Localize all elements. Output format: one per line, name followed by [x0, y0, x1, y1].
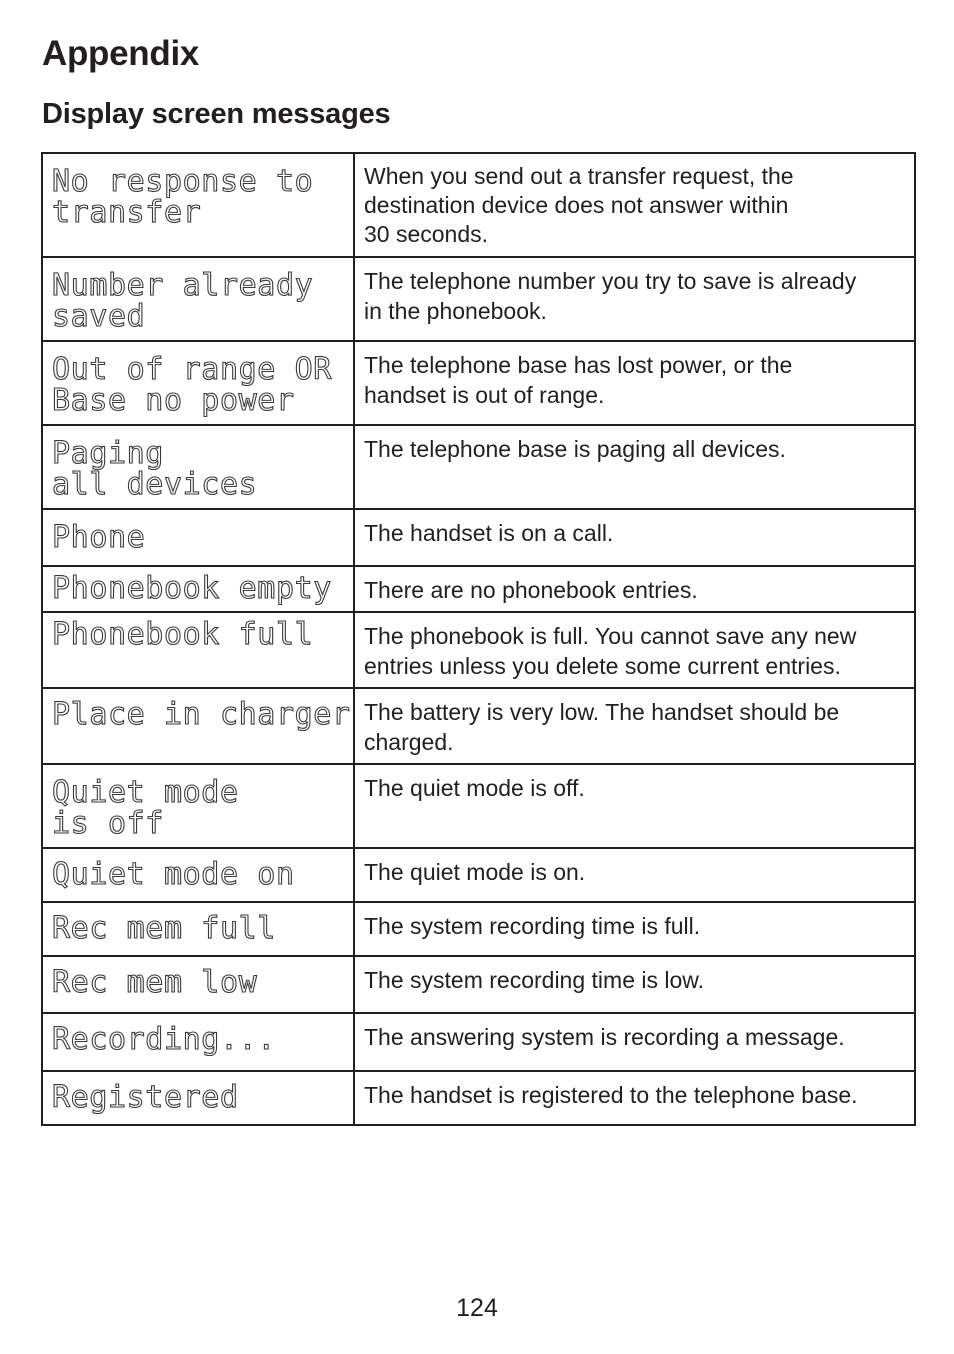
- description-line: The battery is very low. The handset should be: [364, 699, 840, 725]
- description-cell: [354, 848, 915, 902]
- description-cell: [354, 341, 915, 425]
- lcd-message: [52, 913, 347, 944]
- lcd-line: Rec mem full: [52, 911, 276, 946]
- message-cell: [42, 956, 354, 1013]
- lcd-line: Quiet mode: [52, 775, 239, 810]
- description-cell: [354, 688, 915, 764]
- description-cell: [354, 257, 915, 341]
- lcd-line: Out of range OR: [52, 352, 332, 387]
- description-line: The telephone number you try to save is already: [364, 268, 857, 294]
- description-cell: [354, 425, 915, 509]
- description-cell: [354, 1071, 915, 1125]
- lcd-message: [52, 619, 347, 650]
- table-row: [42, 612, 915, 688]
- lcd-line: Phonebook full: [52, 617, 314, 652]
- lcd-line: No response to: [52, 164, 314, 199]
- description-line: entries unless you delete some current entries.: [364, 653, 841, 679]
- message-cell: [42, 612, 354, 688]
- table-row: [42, 764, 915, 848]
- table-row: [42, 902, 915, 956]
- lcd-line: Place in charger: [52, 697, 351, 732]
- lcd-message: [52, 1024, 347, 1055]
- page-number: 124: [456, 1294, 498, 1322]
- lcd-line: transfer: [52, 195, 202, 230]
- description-line: in the phonebook.: [364, 298, 547, 324]
- lcd-line: Phone: [52, 520, 146, 555]
- table-row: [42, 566, 915, 612]
- page-header: Appendix: [42, 34, 200, 73]
- description-line: The handset is registered to the telephone base.: [364, 1082, 858, 1108]
- description-line: When you send out a transfer request, the: [364, 163, 794, 189]
- lcd-message: [52, 438, 347, 500]
- description-line: The phonebook is full. You cannot save any new: [364, 623, 857, 649]
- lcd-message: [52, 573, 347, 604]
- description-line: charged.: [364, 729, 454, 755]
- table-row: [42, 1071, 915, 1125]
- description-line: The handset is on a call.: [364, 520, 614, 546]
- description-line: handset is out of range.: [364, 382, 605, 408]
- description-cell: [354, 1013, 915, 1071]
- description-line: The system recording time is full.: [364, 913, 701, 939]
- table-row: [42, 153, 915, 257]
- message-cell: [42, 341, 354, 425]
- description-line: There are no phonebook entries.: [364, 577, 698, 603]
- messages-table: [41, 152, 916, 1126]
- lcd-message: [52, 522, 347, 553]
- message-cell: [42, 257, 354, 341]
- table-row: [42, 341, 915, 425]
- description-line: The system recording time is low.: [364, 967, 705, 993]
- description-line: The telephone base has lost power, or the: [364, 352, 793, 378]
- message-cell: [42, 566, 354, 612]
- lcd-line: is off: [52, 806, 164, 841]
- lcd-line: Number already: [52, 268, 314, 303]
- description-cell: [354, 566, 915, 612]
- lcd-line: Paging: [52, 436, 164, 471]
- lcd-line: Base no power: [52, 383, 295, 418]
- description-cell: [354, 509, 915, 566]
- message-cell: [42, 1013, 354, 1071]
- lcd-message: [52, 697, 351, 732]
- lcd-line: Quiet mode on: [52, 857, 295, 892]
- message-cell: [42, 764, 354, 848]
- table-row: [42, 257, 915, 341]
- description-cell: [354, 764, 915, 848]
- section-title: Display screen messages: [42, 98, 391, 130]
- table-row: [42, 956, 915, 1013]
- message-cell: [42, 509, 354, 566]
- lcd-message: [52, 1082, 347, 1113]
- message-cell: [42, 425, 354, 509]
- description-cell: [354, 956, 915, 1013]
- table-row: [42, 1013, 915, 1071]
- description-line: destination device does not answer within: [364, 192, 789, 218]
- message-cell: [42, 848, 354, 902]
- lcd-line: Phonebook empty: [52, 571, 332, 606]
- description-line: The answering system is recording a message.: [364, 1024, 845, 1050]
- lcd-line: Registered: [52, 1080, 239, 1115]
- lcd-line: Rec mem low: [52, 965, 258, 1000]
- lcd-message: [52, 354, 347, 416]
- description-line: 30 seconds.: [364, 221, 489, 247]
- lcd-line: saved: [52, 299, 146, 334]
- description-cell: [354, 153, 915, 257]
- description-cell: [354, 902, 915, 956]
- lcd-message: [52, 270, 347, 332]
- description-cell: [354, 612, 915, 688]
- lcd-line: all devices: [52, 467, 258, 502]
- description-line: The telephone base is paging all devices.: [364, 436, 786, 462]
- lcd-message: [52, 166, 347, 228]
- lcd-message: [52, 777, 347, 839]
- message-cell: [42, 153, 354, 257]
- description-line: The quiet mode is on.: [364, 859, 586, 885]
- message-cell: [42, 688, 354, 764]
- table-row: [42, 688, 915, 764]
- description-line: The quiet mode is off.: [364, 775, 585, 801]
- table-row: [42, 848, 915, 902]
- messages-table-body: [42, 153, 915, 1125]
- lcd-message: [52, 859, 347, 890]
- table-row: [42, 509, 915, 566]
- table-row: [42, 425, 915, 509]
- lcd-line: Recording...: [52, 1022, 276, 1057]
- lcd-message: [52, 967, 347, 998]
- message-cell: [42, 1071, 354, 1125]
- message-cell: [42, 902, 354, 956]
